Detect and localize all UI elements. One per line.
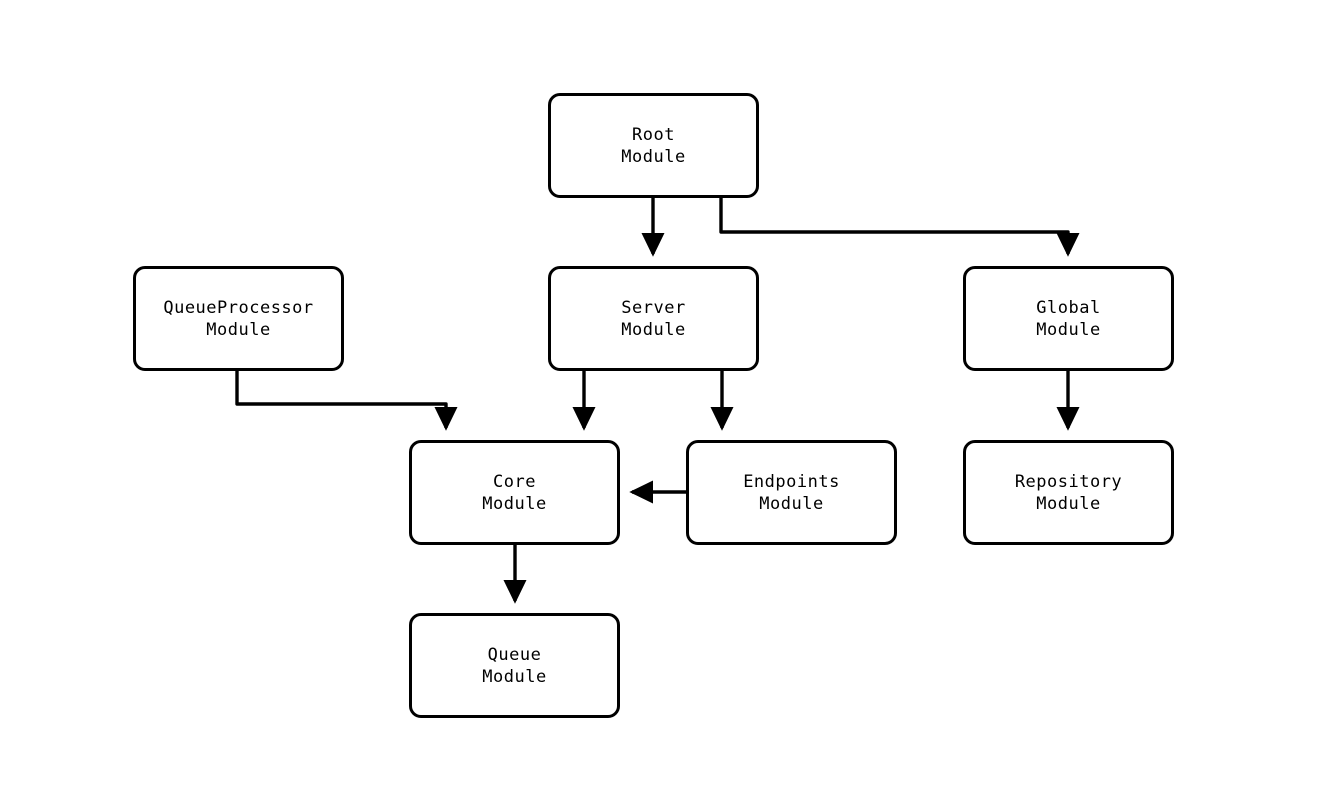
node-label-line2: Module <box>482 666 547 687</box>
node-root-module[interactable] <box>548 93 759 198</box>
node-label-line2: Module <box>621 146 686 167</box>
edge-queueprocessor-core <box>237 371 446 428</box>
node-queueprocessor-module[interactable] <box>133 266 344 371</box>
node-label-line1: Root <box>632 124 675 145</box>
node-label-line2: Module <box>621 319 686 340</box>
node-global-module[interactable] <box>963 266 1174 371</box>
node-label-line1: Core <box>493 471 536 492</box>
node-core-module[interactable] <box>409 440 620 545</box>
node-label-line1: Server <box>621 297 686 318</box>
node-label-line2: Module <box>1036 493 1101 514</box>
node-label-line1: QueueProcessor <box>163 297 314 318</box>
node-queue-module[interactable] <box>409 613 620 718</box>
node-label-line2: Module <box>206 319 271 340</box>
node-label-line1: Global <box>1036 297 1101 318</box>
node-endpoints-module[interactable] <box>686 440 897 545</box>
node-label-line1: Queue <box>487 644 542 665</box>
edge-root-global <box>721 198 1068 254</box>
node-label-line1: Endpoints <box>743 471 840 492</box>
node-server-module[interactable] <box>548 266 759 371</box>
node-label-line2: Module <box>1036 319 1101 340</box>
node-repository-module[interactable] <box>963 440 1174 545</box>
node-label-line2: Module <box>759 493 824 514</box>
node-label-line1: Repository <box>1014 471 1123 492</box>
node-label-line2: Module <box>482 493 547 514</box>
